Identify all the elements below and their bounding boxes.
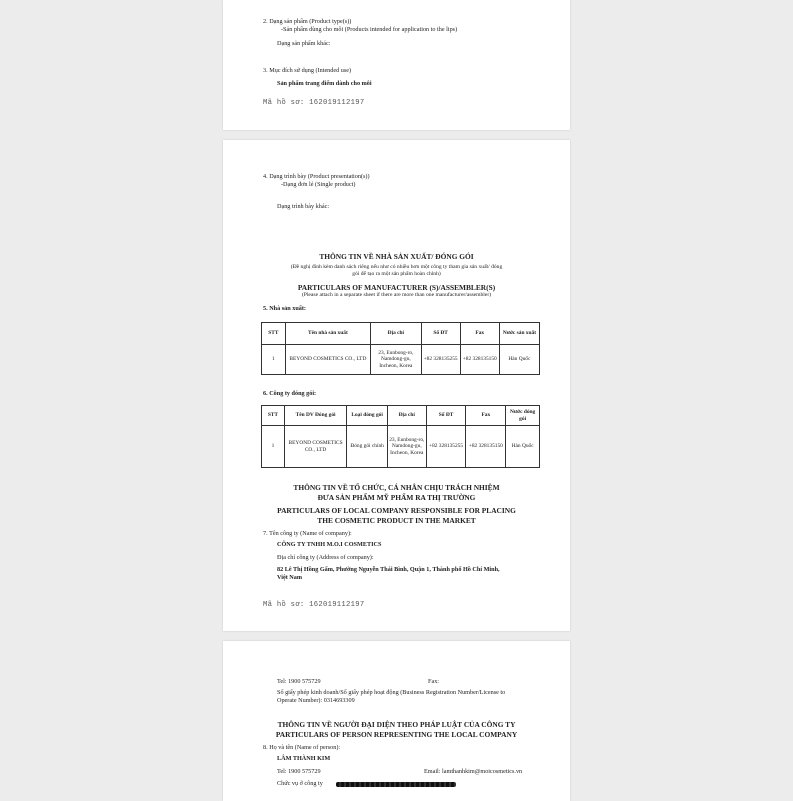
table-cell: 1: [262, 426, 285, 468]
item6-title: 6. Công ty đóng gói:: [263, 390, 317, 397]
table-header: Fax: [466, 406, 506, 426]
table-header: Địa chỉ: [371, 323, 421, 345]
license-label-2: Operate Number): 0314693309: [277, 697, 355, 704]
manufacturer-note-vi-2: gói để tạo ra một sản phẩm hoàn chỉnh): [352, 271, 441, 277]
table-header-row: [262, 406, 540, 426]
representative-heading-en: PARTICULARS OF PERSON REPRESENTING THE LOCAL COMPANY: [275, 730, 518, 739]
manufacturer-heading-vi: THÔNG TIN VỀ NHÀ SẢN XUẤT/ ĐÓNG GÓI: [319, 252, 474, 261]
table-cell: Hàn Quốc: [506, 426, 540, 468]
item7-label: 7. Tên công ty (Name of company):: [263, 530, 352, 537]
address-line-2: Việt Nam: [277, 574, 303, 581]
item5-title: 5. Nhà sản xuất:: [263, 305, 306, 312]
table-cell: 23, Eunbong-ro, Namdong-gu, Incheon, Korea: [387, 426, 426, 468]
person-name: LÂM THÀNH KIM: [277, 755, 331, 762]
item2-title: 2. Dạng sản phẩm (Product type(s)): [263, 18, 352, 25]
address-line-1: 82 Lê Thị Hồng Gấm, Phường Nguyễn Thái Bình, Quận 1, Thành phố Hồ Chí Minh,: [277, 566, 500, 573]
local-heading-en-1: PARTICULARS OF LOCAL COMPANY RESPONSIBLE FOR PLACING: [277, 506, 516, 515]
manufacturer-table: [261, 322, 540, 375]
table-header: Địa chỉ: [387, 406, 426, 426]
table-header: STT: [262, 323, 286, 345]
table-cell: +82 328135150: [460, 345, 499, 375]
table-cell: BEYOND COSMETICS CO., LTD: [285, 345, 370, 375]
manufacturer-heading-en: PARTICULARS OF MANUFACTURER (S)/ASSEMBLER(S): [297, 283, 496, 292]
company-fax: Fax:: [428, 678, 440, 685]
table-header-row: [262, 323, 540, 345]
document-page-2: [223, 140, 570, 631]
company-name: CÔNG TY TNHH M.O.I COSMETICS: [277, 541, 382, 548]
table-row: [262, 345, 540, 375]
table-cell: Hàn Quốc: [499, 345, 539, 375]
document-page-1: [223, 0, 570, 130]
person-email: Email: lamthanhkim@moicosmetics.vn: [424, 768, 523, 775]
local-heading-vi-2: ĐƯA SẢN PHẨM MỸ PHẨM RA THỊ TRƯỜNG: [317, 493, 476, 502]
table-header: Tên nhà sản xuất: [285, 323, 370, 345]
item8-label: 8. Họ và tên (Name of person):: [263, 744, 341, 751]
record-number: Mã hồ sơ: 162019112197: [263, 601, 365, 609]
position-label: Chức vụ ở công ty: [277, 780, 323, 787]
table-header: Fax: [460, 323, 499, 345]
table-header: STT: [262, 406, 285, 426]
item4-title: 4. Dạng trình bày (Product presentation(s)): [263, 173, 370, 180]
document-page-3: [223, 641, 570, 801]
table-cell: 23, Eunbong-ro, Namdong-gu, Incheon, Korea: [371, 345, 421, 375]
item2-value: -Sản phẩm dùng cho môi (Products intended for application to the lips): [281, 26, 458, 33]
record-number: Mã hồ sơ: 162019112197: [263, 99, 365, 107]
manufacturer-note-en: (Please attach in a separate sheet if there are more than one manufacturer/assembler): [301, 292, 492, 298]
packer-table: [261, 405, 540, 468]
address-label: Địa chỉ công ty (Address of company):: [277, 554, 374, 561]
table-row: [262, 426, 540, 468]
license-label-1: Số giấy phép kinh doanh/Số giấy phép hoạt động (Business Registration Number/License to: [277, 689, 506, 696]
item3-title: 3. Mục đích sử dụng (Intended use): [263, 67, 352, 74]
table-cell: BEYOND COSMETICS CO., LTD: [284, 426, 347, 468]
table-cell: Đóng gói chính: [347, 426, 388, 468]
representative-heading-vi: THÔNG TIN VỀ NGƯỜI ĐẠI DIỆN THEO PHÁP LUẬT CỦA CÔNG TY: [277, 720, 516, 729]
table-header: Nước sản xuất: [499, 323, 539, 345]
table-header: Nước đóng gói: [506, 406, 540, 426]
table-cell: +82 328135150: [466, 426, 506, 468]
table-cell: 1: [262, 345, 286, 375]
table-header: Số ĐT: [426, 406, 466, 426]
table-cell: +82 328135255: [421, 345, 460, 375]
item4-value: -Dạng đơn lẻ (Single product): [281, 181, 356, 188]
table-header: Số ĐT: [421, 323, 460, 345]
item3-value: Sản phẩm trang điểm dành cho môi: [277, 80, 372, 87]
manufacturer-note-vi-1: (Đề nghị đính kèm danh sách riêng nếu như có nhiều hơn một công ty tham gia sản xuất/ đóng: [290, 264, 503, 270]
company-tel: Tel: 1900 575729: [277, 678, 321, 685]
local-heading-en-2: THE COSMETIC PRODUCT IN THE MARKET: [317, 516, 476, 525]
local-heading-vi-1: THÔNG TIN VỀ TỔ CHỨC, CÁ NHÂN CHỊU TRÁCH NHIỆM: [293, 483, 500, 492]
table-header: Loại đóng gói: [347, 406, 388, 426]
item2-other: Dạng sản phẩm khác:: [277, 40, 331, 47]
table-cell: +82 328135255: [426, 426, 466, 468]
table-header: Tên DV Đóng gói: [284, 406, 347, 426]
item4-other: Dạng trình bày khác:: [277, 203, 330, 210]
person-tel: Tel: 1900 575729: [277, 768, 321, 775]
redaction-bar: [336, 782, 456, 787]
